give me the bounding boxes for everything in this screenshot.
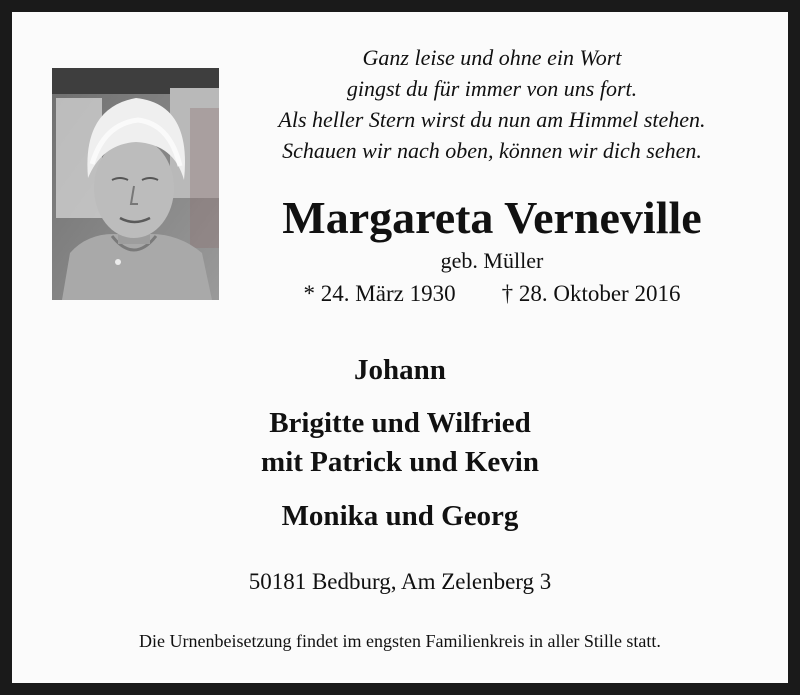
portrait-icon [52, 68, 219, 300]
mourner-line: Johann [354, 354, 446, 386]
poem-line: Als heller Stern wirst du nun am Himmel stehen. [278, 107, 706, 132]
poem-line: Schauen wir nach oben, können wir dich sehen. [282, 138, 702, 163]
obituary-card [12, 12, 788, 683]
mourner-line: Monika und Georg [281, 500, 519, 532]
burial-note: Die Urnenbeisetzung findet im engsten Familienkreis in aller Stille statt. [139, 631, 661, 651]
life-dates [222, 280, 762, 308]
poem-line: Ganz leise und ohne ein Wort [362, 45, 622, 70]
death-date: † 28. Oktober 2016 [501, 281, 681, 306]
birth-date: * 24. März 1930 [303, 281, 456, 306]
maiden-name: geb. Müller [440, 248, 544, 273]
portrait-photo [52, 68, 219, 300]
mourner-line: mit Patrick und Kevin [261, 446, 539, 478]
deceased-name: Margareta Verneville [282, 192, 702, 243]
mourner-line: Brigitte und Wilfried [269, 407, 531, 439]
address: 50181 Bedburg, Am Zelenberg 3 [248, 569, 552, 594]
poem-line: gingst du für immer von uns fort. [346, 76, 638, 101]
poem [222, 42, 762, 166]
